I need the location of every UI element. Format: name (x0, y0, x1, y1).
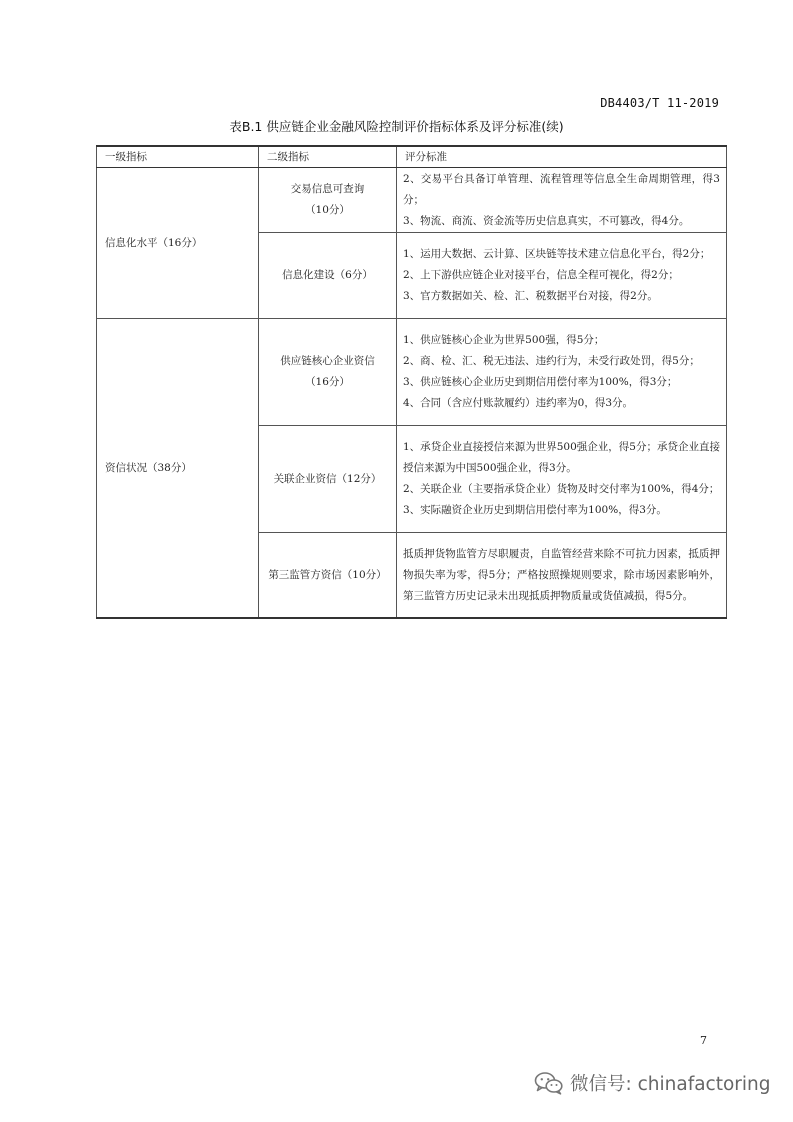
criteria-cell (397, 168, 727, 233)
criteria-line: 1、供应链核心企业为世界500强，得5分； (403, 334, 605, 346)
column-header-level1: 一级指标 (97, 146, 259, 168)
level2-indicator (259, 168, 397, 233)
criteria-line: 2、上下游供应链企业对接平台，信息全程可视化，得2分； (403, 269, 679, 281)
column-header-criteria: 评分标准 (397, 146, 727, 168)
criteria-line: 2、关联企业（主要指承贷企业）货物及时交付率为100%，得4分； (403, 483, 720, 495)
criteria-cell (397, 533, 727, 619)
criteria-cell (397, 426, 727, 533)
level1-indicator: 资信状况（38分） (97, 319, 259, 619)
criteria-line: 4、合同（含应付账款履约）违约率为0，得3分。 (403, 397, 634, 409)
criteria-line: 3、实际融资企业历史到期信用偿付率为100%，得3分。 (403, 504, 667, 516)
criteria-line: 2、交易平台具备订单管理、流程管理等信息全生命周期管理，得3分； (403, 172, 720, 206)
criteria-line: 2、商、检、汇、税无违法、违约行为，未受行政处罚，得5分； (403, 355, 700, 367)
level1-indicator: 信息化水平（16分） (97, 168, 259, 319)
criteria-line: 1、承贷企业直接授信来源为世界500强企业，得5分；承贷企业直接授信来源为中国500强企业，得3分。 (403, 441, 720, 474)
criteria-line: 抵质押货物监管方尽职履责，自监管经营来除不可抗力因素，抵质押物损失率为零，得5分；严格按照操规则要求，除市场因素影响外，第三监管方历史记录未出现抵质押物质量或货值减损，得5分。 (403, 547, 720, 602)
criteria-line: 1、运用大数据、云计算、区块链等技术建立信息化平台，得2分； (403, 248, 711, 260)
wechat-icon (534, 1071, 564, 1095)
watermark-text: 微信号: chinafactoring (570, 1074, 771, 1095)
column-header-level2: 二级指标 (259, 146, 397, 168)
table-header-row (97, 146, 727, 168)
level2-score: （16分） (305, 376, 350, 388)
table-row (97, 168, 727, 233)
level2-label: 信息化建设（6分） (282, 269, 373, 281)
level2-label: 第三监管方资信（10分） (268, 568, 387, 581)
level2-indicator (259, 533, 397, 619)
level2-indicator (259, 319, 397, 426)
level2-indicator (259, 426, 397, 533)
level2-label: 供应链核心企业资信 (280, 355, 375, 367)
level2-score: （10分） (305, 204, 350, 216)
level2-label: 关联企业资信（12分） (273, 472, 382, 485)
document-code: DB4403/T 11-2019 (600, 96, 719, 110)
criteria-cell (397, 319, 727, 426)
level2-label: 交易信息可查询 (290, 183, 365, 195)
level2-indicator (259, 233, 397, 319)
table-row (97, 319, 727, 426)
table-title: 表B.1 供应链企业金融风险控制评价指标体系及评分标准(续) (229, 119, 564, 134)
watermark (534, 1070, 771, 1096)
page-number: 7 (700, 1034, 707, 1047)
criteria-table (96, 145, 727, 619)
criteria-cell (397, 233, 727, 319)
criteria-line: 3、物流、商流、资金流等历史信息真实，不可篡改，得4分。 (403, 214, 690, 227)
criteria-line: 3、官方数据如关、检、汇、税数据平台对接，得2分。 (403, 290, 658, 302)
criteria-line: 3、供应链核心企业历史到期信用偿付率为100%，得3分； (403, 376, 678, 388)
